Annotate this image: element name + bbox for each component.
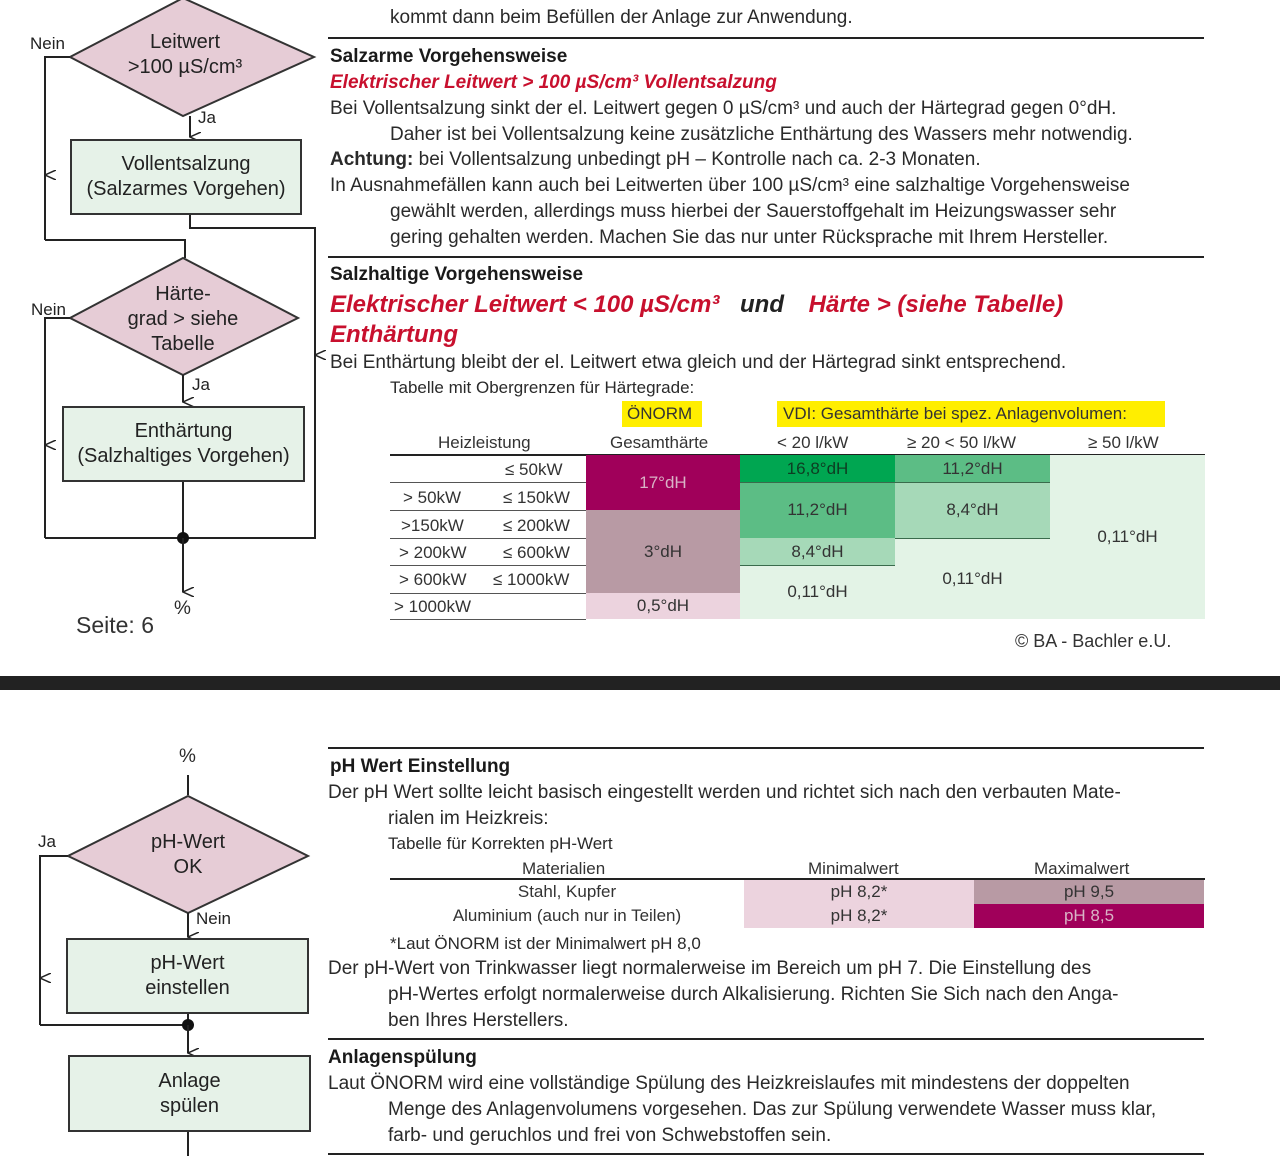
row-line: [390, 619, 586, 620]
vdi2-cell-112: 11,2°dH: [895, 455, 1050, 482]
diamond-ph-line1: pH-Wert: [150, 831, 226, 853]
row-line: [390, 482, 586, 483]
divider: [328, 1038, 1204, 1040]
col-heizleistung: Heizleistung: [438, 433, 531, 452]
row-a-1: > 50kW: [403, 488, 462, 507]
box-enthaertung: [62, 406, 305, 482]
divider: [328, 256, 1204, 258]
spuelung-line3: farb- und geruchlos und frei von Schwebstoffen sein.: [388, 1125, 832, 1146]
achtung-label: Achtung:: [330, 149, 414, 170]
table-caption-haerte: Tabelle mit Obergrenzen für Härtegrade:: [390, 378, 695, 397]
row-b-2: ≤ 200kW: [503, 516, 570, 535]
table-caption-ph: Tabelle für Korrekten pH-Wert: [388, 834, 613, 853]
row-a-5: > 1000kW: [394, 597, 472, 616]
spuelung-line2: Menge des Anlagenvolumens vorgesehen. Das zur Spülung verwendete Wasser muss klar,: [388, 1099, 1157, 1120]
onorm-label: ÖNORM: [627, 404, 693, 423]
col-materialien: Materialien: [522, 859, 606, 878]
col-maximalwert: Maximalwert: [1034, 859, 1130, 878]
heading-salzarm: Salzarme Vorgehensweise: [330, 46, 568, 67]
connector-symbol-top: %: [174, 598, 191, 619]
salzhaltig-line1: Bei Enthärtung bleibt der el. Leitwert etwa gleich und der Härtegrad sinkt entsprechend.: [330, 352, 1067, 373]
vdi-label: VDI: Gesamthärte bei spez. Anlagenvolumen:: [783, 404, 1127, 423]
ph-row-min-0: pH 8,2*: [830, 882, 888, 901]
box-vollentsalzung-line1: Vollentsalzung: [121, 153, 251, 175]
ph-line2: rialen im Heizkreis:: [388, 808, 549, 829]
ph-line4: pH-Wertes erfolgt normalerweise durch Alkalisierung. Richten Sie Sich nach den Anga-: [388, 984, 1119, 1005]
ph-row-max-0: pH 9,5: [974, 880, 1204, 904]
salzarm-line4: In Ausnahmefällen kann auch bei Leitwerten über 100 µS/cm³ eine salzhaltige Vorgehensweise: [330, 175, 1130, 196]
salzarm-line5: gewählt werden, allerdings muss hierbei der Sauerstoffgehalt im Heizungswasser sehr: [390, 201, 1117, 222]
col-minimalwert: Minimalwert: [808, 859, 899, 878]
subheading-salzhaltig: [330, 290, 1063, 320]
ph-line3: Der pH-Wert von Trinkwasser liegt normalerweise im Bereich um pH 7. Die Einstellung des: [328, 958, 1092, 979]
box-anlage-spuelen-line1: Anlage: [158, 1069, 221, 1092]
heading-salzhaltig: Salzhaltige Vorgehensweise: [330, 264, 584, 285]
row-line: [390, 538, 586, 539]
row-b-1: ≤ 150kW: [503, 488, 570, 507]
ph-line5: ben Ihres Herstellers.: [388, 1010, 569, 1031]
ja-label-1: Ja: [198, 108, 216, 127]
subheading-enthaertung: Enthärtung: [330, 321, 458, 348]
box-ph-einstellen-line2: einstellen: [145, 977, 230, 999]
vdi1-cell-011: 0,11°dH: [740, 565, 895, 619]
subheading-haerte: Härte > (siehe Tabelle): [808, 291, 1064, 318]
salzarm-line2: Daher ist bei Vollentsalzung keine zusätzliche Enthärtung des Wassers mehr notwendig.: [390, 124, 1133, 145]
ph-row-min-1: pH 8,2*: [830, 906, 888, 925]
vdi2-cell-84: 8,4°dH: [895, 482, 1050, 538]
salzarm-line1: Bei Vollentsalzung sinkt der el. Leitwert gegen 0 µS/cm³ und auch der Härtegrad gegen 0°dH.: [330, 98, 1117, 119]
achtung-text: bei Vollentsalzung unbedingt pH – Kontrolle nach ca. 2-3 Monaten.: [413, 149, 981, 170]
row-a-2: >150kW: [401, 516, 464, 535]
box-enthaertung-line1: Enthärtung: [134, 420, 233, 442]
intro-line: kommt dann beim Befüllen der Anlage zur Anwendung.: [390, 7, 853, 28]
subheading-leitwert: Elektrischer Leitwert < 100 µS/cm³: [330, 291, 720, 318]
box-anlage-spuelen-line2: spülen: [160, 1094, 219, 1117]
subheading-und: und: [740, 291, 784, 318]
col-ge50: ≥ 50 l/kW: [1088, 433, 1159, 452]
vdi1-cell-168: 16,8°dH: [740, 455, 895, 482]
page-number: Seite: 6: [76, 612, 154, 638]
vdi3-cell-011: 0,11°dH: [1050, 455, 1205, 619]
box-vollentsalzung-line2: (Salzarmes Vorgehen): [86, 178, 286, 200]
divider: [328, 37, 1204, 39]
ph-row-max-1: pH 8,5: [974, 904, 1204, 928]
onorm-cell-17: 17°dH: [586, 455, 740, 510]
subheading-salzarm: Elektrischer Leitwert > 100 µS/cm³ Vollentsalzung: [330, 72, 777, 93]
ph-footnote: *Laut ÖNORM ist der Minimalwert pH 8,0: [390, 934, 701, 953]
vdi1-cell-84: 8,4°dH: [740, 538, 895, 565]
onorm-cell-05: 0,5°dH: [586, 593, 740, 619]
row-line: [390, 510, 586, 511]
cell-rule: [740, 565, 895, 566]
vdi2-cell-011: 0,11°dH: [895, 538, 1050, 619]
ph-row-material-0: Stahl, Kupfer: [517, 882, 617, 901]
box-vollentsalzung: [70, 139, 302, 215]
heading-ph: pH Wert Einstellung: [330, 756, 511, 777]
divider: [328, 1153, 1204, 1155]
col-gesamthaerte: Gesamthärte: [610, 433, 709, 452]
col-20-50: ≥ 20 < 50 l/kW: [907, 433, 1017, 452]
row-b-3: ≤ 600kW: [503, 543, 570, 562]
diamond-leitwert-line1: Leitwert: [149, 31, 221, 53]
nein-label-ph: Nein: [196, 909, 231, 928]
spuelung-line1: Laut ÖNORM wird eine vollständige Spülung des Heizkreislaufes mit mindestens der doppelten: [328, 1073, 1130, 1094]
heading-spuelung: Anlagenspülung: [328, 1047, 477, 1068]
diamond-haerte-line1: Härte-: [155, 283, 211, 305]
row-b-4: ≤ 1000kW: [493, 570, 570, 589]
box-ph-einstellen-line1: pH-Wert: [150, 952, 225, 974]
diamond-haerte-label: [108, 282, 258, 357]
row-line: [390, 593, 586, 594]
diamond-leitwert-label: [110, 30, 260, 80]
diamond-leitwert-line2: >100 µS/cm³: [127, 56, 243, 78]
nein-label-1: Nein: [30, 34, 65, 53]
nein-label-2: Nein: [31, 300, 66, 319]
ja-label-2: Ja: [192, 375, 210, 394]
connector-symbol-bottom: %: [179, 746, 196, 767]
diamond-haerte-line2: grad > siehe: [127, 308, 239, 330]
row-line: [390, 565, 586, 566]
copyright: © BA - Bachler e.U.: [1015, 631, 1172, 651]
vdi1-cell-112: 11,2°dH: [740, 482, 895, 538]
cell-rule: [895, 538, 1050, 539]
row-b-0: ≤ 50kW: [505, 460, 563, 479]
divider: [328, 747, 1204, 749]
page-separator: [0, 676, 1280, 690]
box-anlage-spuelen: [68, 1055, 311, 1132]
salzarm-line6: gering gehalten werden. Machen Sie das nur unter Rücksprache mit Ihrem Hersteller.: [390, 227, 1109, 248]
ph-row-material-1: Aluminium (auch nur in Teilen): [452, 906, 682, 925]
diamond-ph-line2: OK: [173, 856, 203, 878]
cell-rule: [740, 482, 1050, 483]
salzarm-achtung: [330, 149, 981, 171]
box-ph-einstellen: [66, 938, 309, 1014]
diamond-ph-label: [113, 830, 263, 880]
onorm-cell-3: 3°dH: [586, 510, 740, 593]
row-a-3: > 200kW: [399, 543, 467, 562]
box-enthaertung-line2: (Salzhaltiges Vorgehen): [77, 445, 290, 467]
ph-line1: Der pH Wert sollte leicht basisch eingestellt werden und richtet sich nach den verbauten Mate-: [328, 782, 1121, 803]
diamond-haerte-line3: Tabelle: [151, 333, 215, 355]
ja-label-ph: Ja: [38, 832, 56, 851]
row-a-4: > 600kW: [399, 570, 467, 589]
col-lt20: < 20 l/kW: [777, 433, 849, 452]
